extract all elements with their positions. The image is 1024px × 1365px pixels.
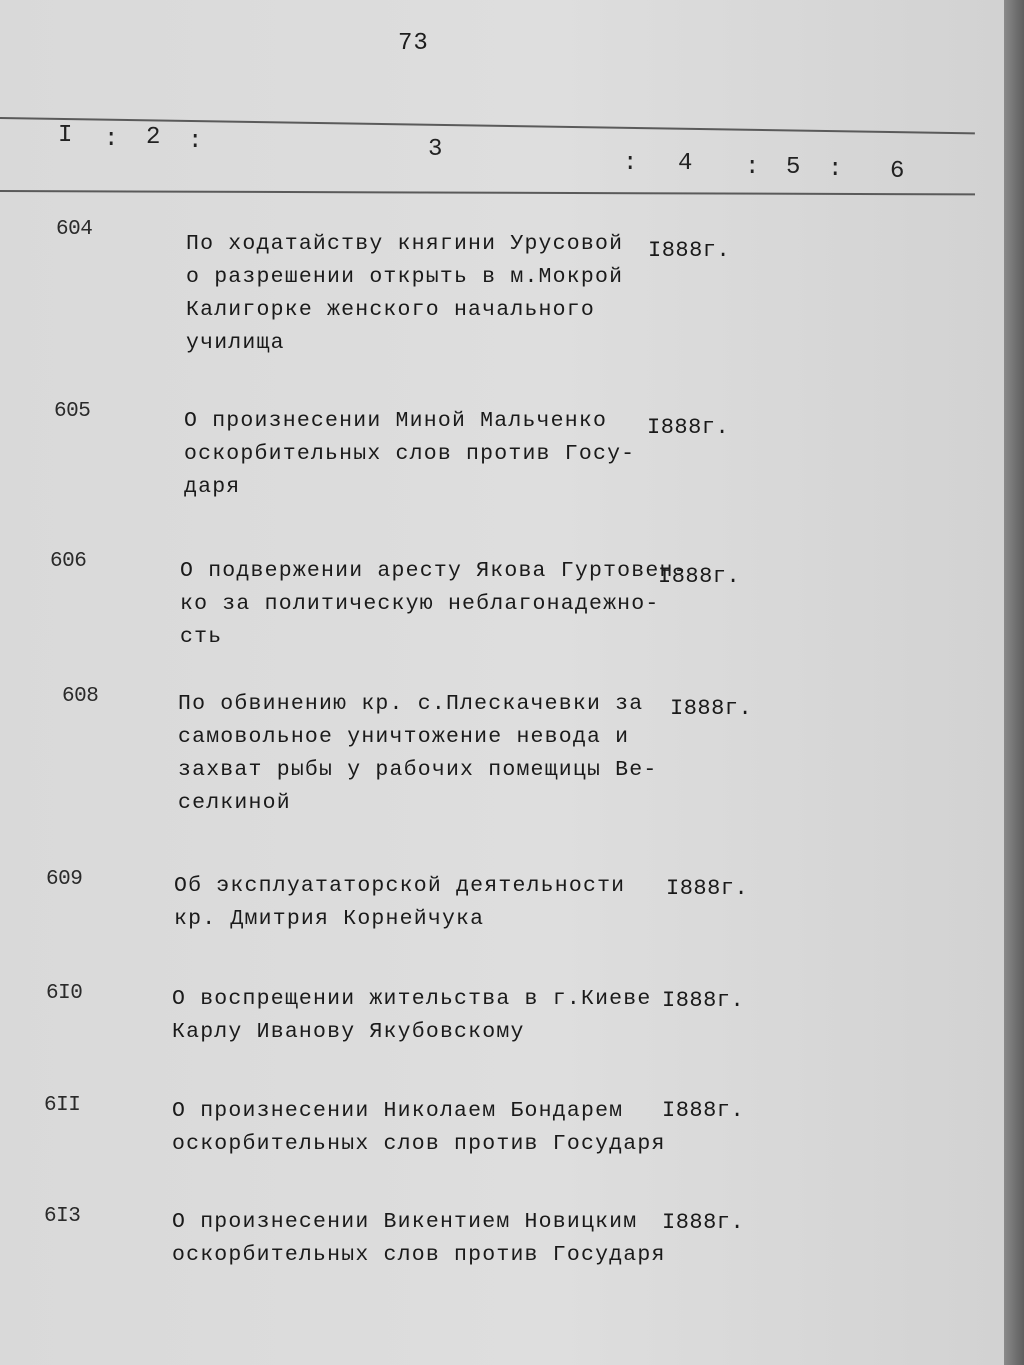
entry-year: I888г. [648,238,731,263]
entry-number: 606 [50,550,87,573]
entry-description: О воспрещении жительства в г.Киеве Карлу Иванову Якубовскому [172,987,652,1044]
column-header-1: I [58,122,73,149]
entry-number: 604 [56,218,93,241]
column-separator: : [828,156,843,183]
entry-description: Об эксплуататорской деятельности кр. Дмитрия Корнейчука [174,874,626,931]
entry-year: I888г. [670,696,753,721]
column-header-5: 5 [786,154,801,181]
column-separator: : [623,150,638,177]
column-header-6: 6 [890,158,905,185]
header-rule-bottom [0,190,975,195]
page-number: 73 [398,30,429,57]
page-edge-shadow [1004,0,1024,1365]
column-header-2: 2 [146,124,161,151]
entry-description: По обвинению кр. с.Плескачевки за самовольное уничтожение невода и захват рыбы у рабочих помещицы Ве- селкиной [178,692,658,815]
column-header-4: 4 [678,150,693,177]
entry-year: I888г. [662,1098,745,1123]
entry-number: 6I0 [46,982,83,1005]
entry-number: 605 [54,400,91,423]
entry-year: I888г. [662,1210,745,1235]
entry-description: По ходатайству княгини Урусовой о разрешении открыть в м.Мокрой Калигорке женского начального училища [186,232,624,355]
entry-number: 6I3 [44,1205,81,1228]
column-separator: : [745,154,760,181]
entry-description: О произнесении Викентием Новицким оскорбительных слов против Государя [172,1210,666,1267]
entry-description: О произнесении Николаем Бондарем оскорбительных слов против Государя [172,1099,666,1156]
entry-number: 608 [62,685,99,708]
entry-year: I888г. [647,415,730,440]
entry-year: I888г. [658,564,741,589]
entry-year: I888г. [666,876,749,901]
column-header-3: 3 [428,136,443,163]
entry-description: О произнесении Миной Мальченко оскорбительных слов против Госу- даря [184,409,636,499]
entry-year: I888г. [662,988,745,1013]
entry-description: О подвержении аресту Якова Гуртовен- ко за политическую неблагонадежно- сть [180,559,688,649]
entry-number: 609 [46,868,83,891]
entry-number: 6II [44,1094,81,1117]
column-separator: : [188,128,203,155]
column-separator: : [104,126,119,153]
